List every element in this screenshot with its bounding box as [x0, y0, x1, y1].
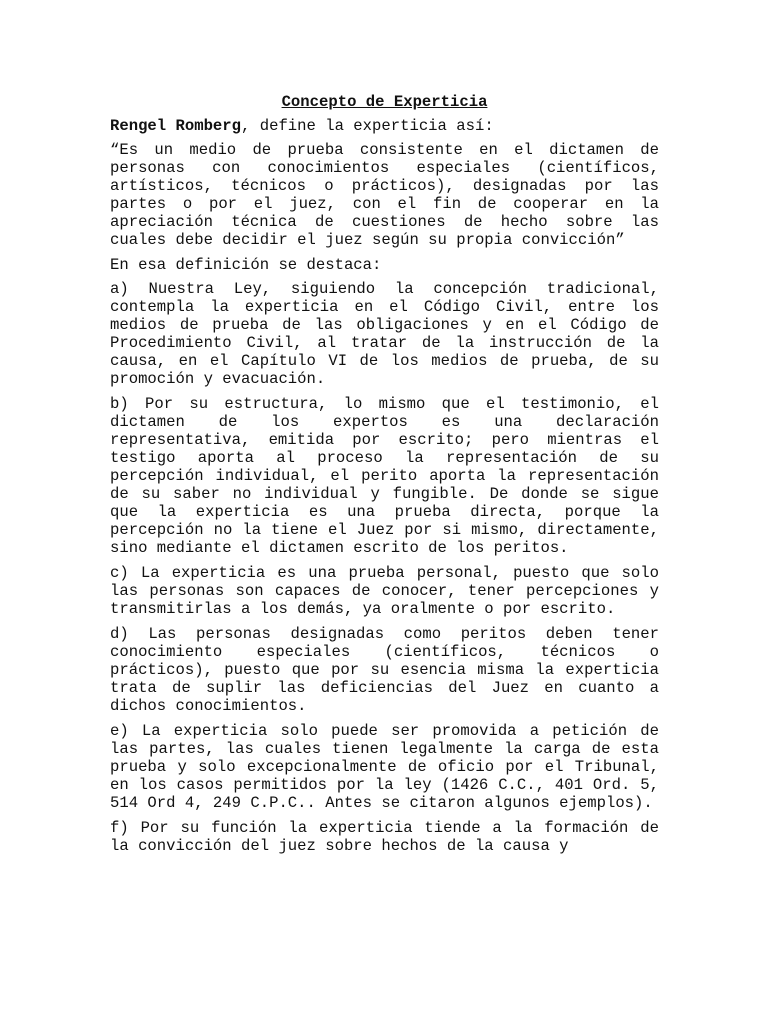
- intro-paragraph: [110, 117, 659, 135]
- list-item-b: b) Por su estructura, lo mismo que el testimonio, el dictamen de los expertos es una declaración representativa, emitida por escrito; pero mientras el testigo aporta al proceso la representación de su percepción individual, el perito aporta la representación de su saber no individual y fungible. De donde se sigue que la experticia es una prueba directa, porque la percepción no la tiene el Juez por si mismo, directamente, sino mediante el dictamen escrito de los peritos.: [110, 395, 659, 557]
- document-title: Concepto de Experticia: [281, 93, 488, 111]
- lead-paragraph: En esa definición se destaca:: [110, 256, 382, 274]
- document-page: [110, 93, 659, 862]
- intro-text: , define la experticia así:: [241, 117, 494, 135]
- list-item-a: a) Nuestra Ley, siguiendo la concepción tradicional, contempla la experticia en el Código Civil, entre los medios de prueba de las obligaciones y en el Código de Procedimiento Civil, al tratar de la instrucción de la causa, en el Capítulo VI de los medios de prueba, de su promoción y evacuación.: [110, 280, 659, 388]
- list-item-f: f) Por su función la experticia tiende a la formación de la convicción del juez sobre hechos de la causa y: [110, 819, 659, 855]
- list-item-d: d) Las personas designadas como peritos deben tener conocimiento especiales (científicos, técnicos o prácticos), puesto que por su esencia misma la experticia trata de suplir las deficiencias del Juez en cuanto a dichos conocimientos.: [110, 625, 659, 715]
- definition-quote: “Es un medio de prueba consistente en el dictamen de personas con conocimientos especiales (científicos, artísticos, técnicos o prácticos), designadas por las partes o por el juez, con el fin de cooperar en la apreciación técnica de cuestiones de hecho sobre las cuales debe decidir el juez según su propia convicción”: [110, 141, 659, 249]
- list-item-c: c) La experticia es una prueba personal, puesto que solo las personas son capaces de conocer, tener percepciones y transmitirlas a los demás, ya oralmente o por escrito.: [110, 564, 659, 618]
- author-name: Rengel Romberg: [110, 117, 242, 135]
- list-item-e: e) La experticia solo puede ser promovida a petición de las partes, las cuales tienen legalmente la carga de esta prueba y solo excepcionalmente de oficio por el Tribunal, en los casos permitidos por la ley (1426 C.C., 401 Ord. 5, 514 Ord 4, 249 C.P.C.. Antes se citaron algunos ejemplos).: [110, 722, 659, 812]
